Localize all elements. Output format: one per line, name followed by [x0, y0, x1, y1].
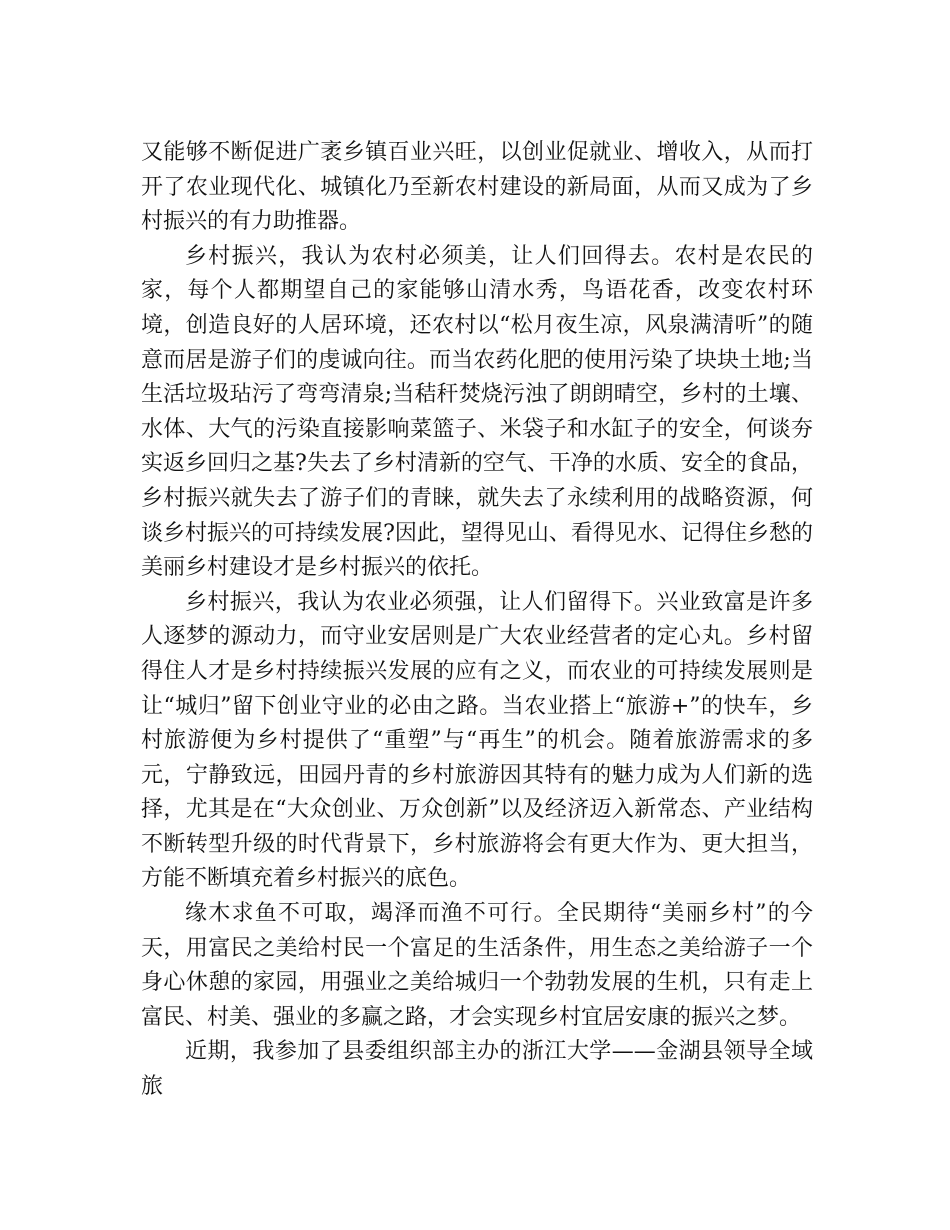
paragraph-2: 乡村振兴，我认为农村必须美，让人们回得去。农村是农民的家，每个人都期望自己的家能够山清水秀，鸟语花香，改变农村环境，创造良好的人居环境，还农村以“松月夜生凉，风泉满清听”的随意而居是游子们的虔诚向往。而当农药化肥的使用污染了块块土地;当生活垃圾玷污了弯弯清泉;当秸秆焚烧污浊了朗朗晴空，乡村的土壤、水体、大气的污染直接影响菜篮子、米袋子和水缸子的安全，何谈夯实返乡回归之基?失去了乡村清新的空气、干净的水质、安全的食品，乡村振兴就失去了游子们的青睐，就失去了永续利用的战略资源，何谈乡村振兴的可持续发展?因此，望得见山、看得见水、记得住乡愁的美丽乡村建设才是乡村振兴的依托。: [141, 243, 813, 581]
paragraph-5: 近期，我参加了县委组织部主办的浙江大学——金湖县领导全域旅: [141, 1039, 813, 1100]
paragraph-4: 缘木求鱼不可取，竭泽而渔不可行。全民期待“美丽乡村”的今天，用富民之美给村民一个富足的生活条件，用生态之美给游子一个身心休憩的家园，用强业之美给城归一个勃勃发展的生机，只有走上富民、村美、强业的多赢之路，才会实现乡村宜居安康的振兴之梦。: [141, 901, 813, 1030]
paragraph-1: 又能够不断促进广袤乡镇百业兴旺，以创业促就业、增收入，从而打开了农业现代化、城镇化乃至新农村建设的新局面，从而又成为了乡村振兴的有力助推器。: [141, 140, 813, 235]
document-body: [141, 136, 813, 1105]
paragraph-3: 乡村振兴，我认为农业必须强，让人们留得下。兴业致富是许多人逐梦的源动力，而守业安居则是广大农业经营者的定心丸。乡村留得住人才是乡村持续振兴发展的应有之义，而农业的可持续发展则是让“城归”留下创业守业的必由之路。当农业搭上“旅游+”的快车，乡村旅游便为乡村提供了“重塑”与“再生”的机会。随着旅游需求的多元，宁静致远，田园丹青的乡村旅游因其特有的魅力成为人们新的选择，尤其是在“大众创业、万众创新”以及经济迈入新常态、产业结构不断转型升级的时代背景下，乡村旅游将会有更大作为、更大担当，方能不断填充着乡村振兴的底色。: [141, 589, 813, 892]
